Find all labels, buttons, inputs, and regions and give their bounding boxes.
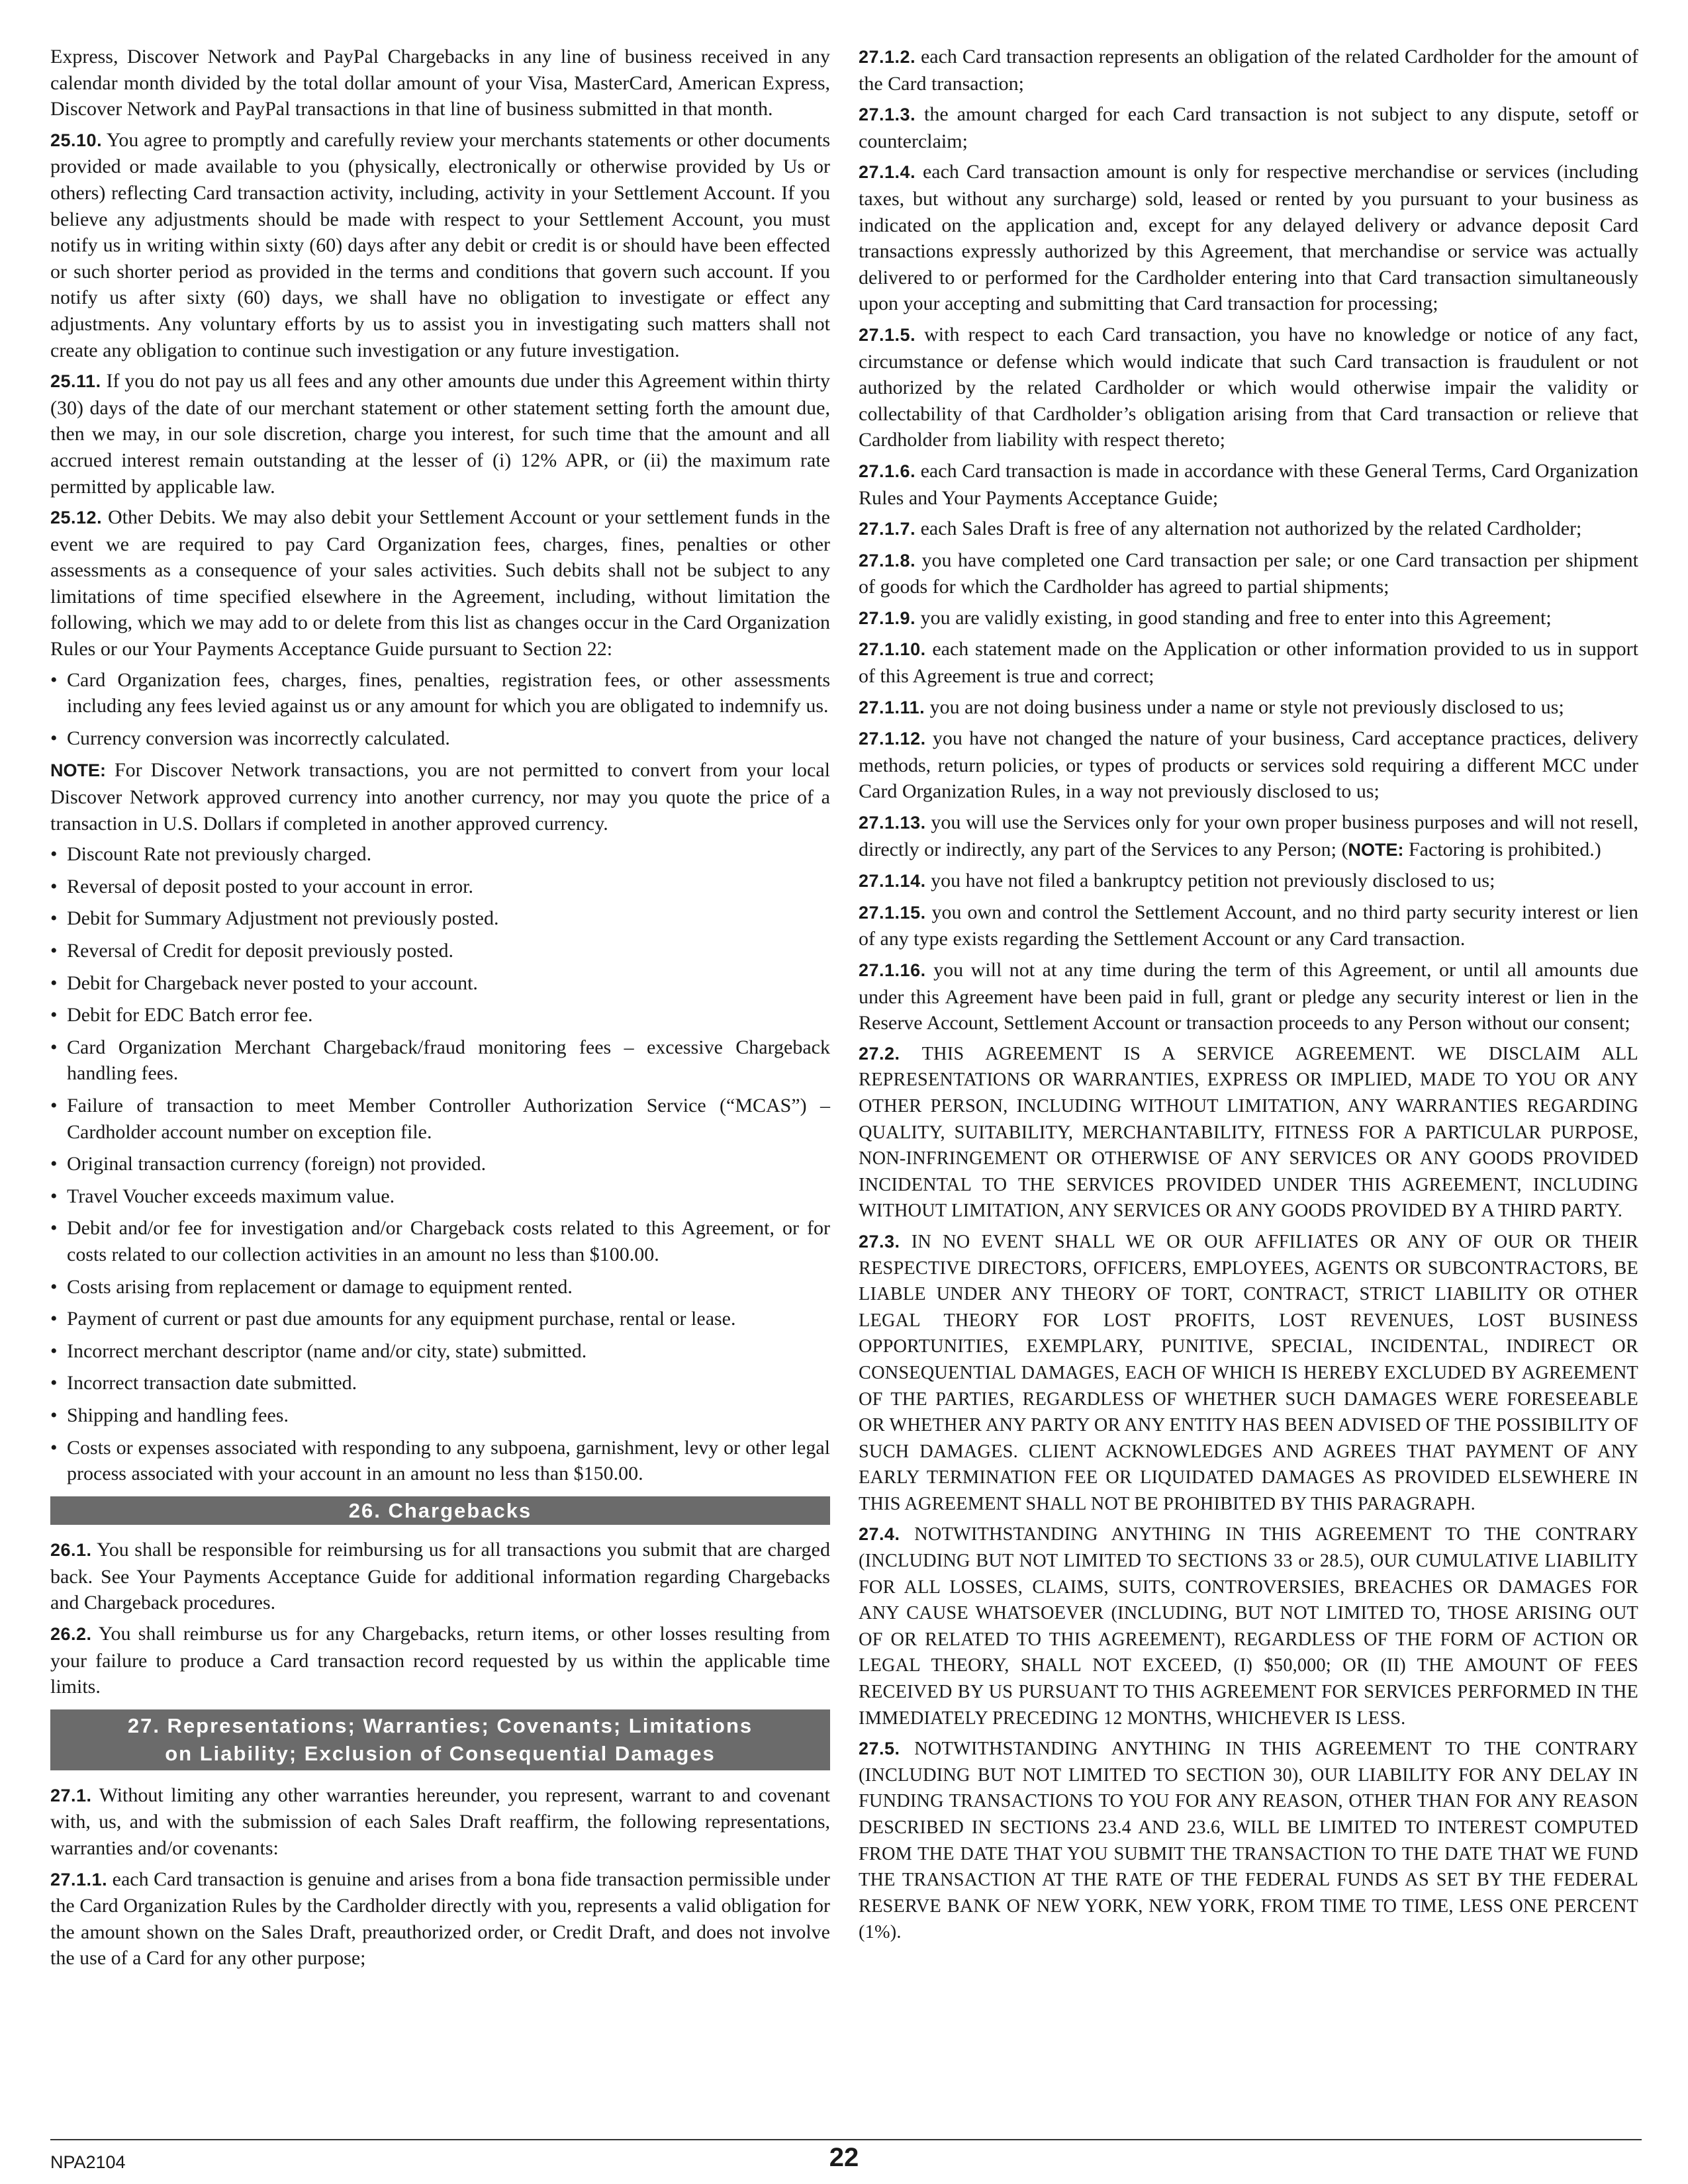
section-27-4 (859, 1522, 1638, 1731)
section-27-1-14 (859, 868, 1638, 895)
section-text: you own and control the Settlement Account, and no third party security interest or lien of any type exists regarding the Settlement Account or any Card transaction. (859, 901, 1638, 950)
section-text: you will use the Services only for your own proper business purposes and will not resell, directly or indirectly, any part of the Services to any Person; ( (859, 811, 1638, 860)
section-heading-26: 26. Chargebacks (50, 1496, 830, 1525)
section-text: the amount charged for each Card transaction is not subject to any dispute, setoff or counterclaim; (859, 103, 1638, 152)
section-text: you are validly existing, in good standing and free to enter into this Agreement; (915, 606, 1552, 629)
section-number: 27.5. (859, 1739, 900, 1759)
section-number: 27.1.14. (859, 871, 926, 891)
page-number: 22 (829, 2143, 859, 2172)
section-number: 25.11. (50, 371, 101, 392)
note-label: NOTE: (50, 760, 106, 781)
heading-line-1: 27. Representations; Warranties; Covenants; Limitations (127, 1713, 753, 1737)
section-text: Without limiting any other warranties hereunder, you represent, warrant to and covenant with, us, and with the submission of each Sales Draft reaffirm, the following representations, warranties and/or covenants: (50, 1784, 830, 1860)
section-text: you will not at any time during the term of this Agreement, or until all amounts due under this Agreement have been paid in full, grant or pledge any security interest or lien in the Reserve Account, Settlement Account or transaction proceeds to any Person without our consent; (859, 959, 1638, 1034)
left-column (50, 44, 830, 1976)
section-27-1-10 (859, 636, 1638, 689)
list-item: • Costs arising from replacement or damage to equipment rented. (50, 1274, 830, 1300)
section-25-11 (50, 368, 830, 500)
section-text: each Card transaction amount is only for respective merchandise or services (including taxes, but without any surcharge) sold, leased or rented by you pursuant to your business as indicated on the application and, except for any delayed delivery or advance deposit Card transactions expressly authorized by this Agreement, that merchandise or service was actually delivered to or performed for the Cardholder entering into that Card transaction simultaneously upon your accepting and submitting that Card transaction for processing; (859, 161, 1638, 315)
section-number: 27.1.13. (859, 813, 926, 833)
section-number: 27.2. (859, 1043, 900, 1064)
list-item: • Travel Voucher exceeds maximum value. (50, 1183, 830, 1210)
section-number: 27.1.2. (859, 47, 916, 67)
section-text: Other Debits. We may also debit your Settlement Account or your settlement funds in the event we are required to pay Card Organization fees, charges, fines, penalties or other assessments as a consequence of your sales activities. Such debits shall not be subject to any limitations of time specified elsewhere in the Agreement, including, without limitation the following, which we may add to or delete from this list as changes occur in the Card Organization Rules or our Your Payments Acceptance Guide pursuant to Section 22: (50, 506, 830, 660)
section-27-1-6 (859, 458, 1638, 511)
section-number: 27.1.10. (859, 639, 926, 660)
section-number: 25.12. (50, 508, 103, 528)
section-27-1-8 (859, 547, 1638, 600)
section-number: 27.3. (859, 1231, 900, 1251)
list-item: • Debit for Summary Adjustment not previously posted. (50, 905, 830, 932)
list-item: • Currency conversion was incorrectly calculated. (50, 725, 830, 752)
section-text: If you do not pay us all fees and any other amounts due under this Agreement within thirty (30) days of the date of our merchant statement or other statement setting forth the amount due, then we may, in our sole discretion, charge you interest, for such time that the amount and all accrued interest remain outstanding at the lesser of (i) 12% APR, or (ii) the maximum rate permitted by applicable law. (50, 370, 830, 498)
section-27-1-3 (859, 101, 1638, 154)
section-number: 27.1.7. (859, 519, 916, 539)
section-27-1-2 (859, 44, 1638, 97)
section-number: 27.1.5. (859, 324, 916, 345)
section-27-1 (50, 1782, 830, 1862)
section-number: 27.1.4. (859, 162, 916, 183)
section-25-12 (50, 504, 830, 662)
note-paragraph (50, 757, 830, 837)
debits-list-b (50, 841, 830, 1486)
list-item: • Incorrect transaction date submitted. (50, 1370, 830, 1396)
section-27-1-5 (859, 322, 1638, 453)
section-27-2 (859, 1041, 1638, 1224)
section-number: 27.1.1. (50, 1869, 108, 1889)
section-text: IN NO EVENT SHALL WE OR OUR AFFILIATES OR ANY OF OUR OR THEIR RESPECTIVE DIRECTORS, OFFICERS, EMPLOYEES, AGENTS OR SUBCONTRACTORS, BE LIABLE UNDER ANY THEORY OF TORT, CONTRACT, STRICT LIABILITY OR OTHER LEGAL THEORY FOR LOST PROFITS, LOST REVENUES, LOST BUSINESS OPPORTUNITIES, EXEMPLARY, PUNITIVE, SPECIAL, INCIDENTAL, INDIRECT OR CONSEQUENTIAL DAMAGES, EACH OF WHICH IS HEREBY EXCLUDED BY AGREEMENT OF THE PARTIES, REGARDLESS OF WHETHER SUCH DAMAGES WERE FORESEEABLE OR WHETHER ANY PARTY OR ANY ENTITY HAS BEEN ADVISED OF THE POSSIBILITY OF SUCH DAMAGES. CLIENT ACKNOWLEDGES AND AGREES THAT PAYMENT OF ANY EARLY TERMINATION FEE OR LIQUIDATED DAMAGES AS PROVIDED ELSEWHERE IN THIS AGREEMENT SHALL NOT BE PROHIBITED BY THIS PARAGRAPH. (859, 1231, 1638, 1514)
section-text: each statement made on the Application or other information provided to us in support of this Agreement is true and correct; (859, 638, 1638, 688)
section-number: 26.1. (50, 1540, 92, 1561)
section-number: 27.4. (859, 1524, 900, 1545)
section-text: You shall be responsible for reimbursing us for all transactions you submit that are charged back. See Your Payments Acceptance Guide for additional information regarding Chargebacks and Chargeback procedures. (50, 1539, 830, 1614)
section-27-1-12 (859, 725, 1638, 805)
section-27-3 (859, 1229, 1638, 1518)
section-number: 25.10. (50, 130, 103, 150)
list-item: • Debit for EDC Batch error fee. (50, 1002, 830, 1028)
list-item: • Debit for Chargeback never posted to your account. (50, 970, 830, 997)
list-item: • Costs or expenses associated with responding to any subpoena, garnishment, levy or other legal process associated with your account in an amount no less than $150.00. (50, 1435, 830, 1487)
note-text: For Discover Network transactions, you are not permitted to convert from your local Discover Network approved currency into another currency, nor may you quote the price of a transaction in U.S. Dollars if completed in another approved currency. (50, 759, 830, 835)
section-text: you have completed one Card transaction per sale; or one Card transaction per shipment of goods for which the Cardholder has agreed to partial shipments; (859, 549, 1638, 598)
section-27-1-9 (859, 605, 1638, 632)
section-number: 27.1.12. (859, 729, 926, 749)
section-text: NOTWITHSTANDING ANYTHING IN THIS AGREEMENT TO THE CONTRARY (INCLUDING BUT NOT LIMITED TO SECTIONS 33 or 28.5), OUR CUMULATIVE LIABILITY FOR ALL LOSSES, CLAIMS, SUITS, CONTROVERSIES, BREACHES OR DAMAGES FOR ANY CAUSE WHATSOEVER (INCLUDING, BUT NOT LIMITED TO, THOSE ARISING OUT OF OR RELATED TO THIS AGREEMENT), REGARDLESS OF THE FORM OF ACTION OR LEGAL THEORY, SHALL NOT EXCEED, (I) $50,000; OR (II) THE AMOUNT OF FEES RECEIVED BY US PURSUANT TO THIS AGREEMENT FOR SERVICES PERFORMED IN THE IMMEDIATELY PRECEDING 12 MONTHS, WHICHEVER IS LESS. (859, 1524, 1638, 1729)
section-27-1-7 (859, 516, 1638, 543)
section-25-10 (50, 127, 830, 363)
section-text: each Card transaction is genuine and arises from a bona fide transaction permissible under the Card Organization Rules by the Cardholder directly with you, represents a valid obligation for the amount shown on the Sales Draft, preauthorized order, or Credit Draft, and does not involve the use of a Card for any other purpose; (50, 1868, 830, 1970)
section-number: 27.1.8. (859, 550, 916, 570)
section-text: you are not doing business under a name or style not previously disclosed to us; (925, 696, 1564, 718)
section-27-5 (859, 1736, 1638, 1946)
section-number: 27.1. (50, 1785, 92, 1805)
section-number: 27.1.15. (859, 902, 926, 923)
list-item: • Failure of transaction to meet Member Controller Authorization Service (“MCAS”) – Cardholder account number on exception file. (50, 1093, 830, 1145)
section-number: 27.1.11. (859, 697, 925, 717)
list-item: • Card Organization fees, charges, fines, penalties, registration fees, or other assessments including any fees levied against us or any amount for which you are obligated to indemnify us. (50, 667, 830, 719)
section-27-1-4 (859, 159, 1638, 317)
section-text: NOTWITHSTANDING ANYTHING IN THIS AGREEMENT TO THE CONTRARY (INCLUDING BUT NOT LIMITED TO SECTION 30), OUR LIABILITY FOR ANY DELAY IN FUNDING TRANSACTIONS TO YOU FOR ANY REASON, OTHER THAN FOR ANY REASON DESCRIBED IN SECTIONS 23.4 AND 23.6, WILL BE LIMITED TO INTEREST COMPUTED FROM THE DATE THAT YOU SUBMIT THE TRANSACTION TO THE DATE THAT WE FUND THE TRANSACTION AT THE RATE OF THE FEDERAL FUNDS AS SET BY THE FEDERAL RESERVE BANK OF NEW YORK, NEW YORK, FROM TIME TO TIME, LESS ONE PERCENT (1%). (859, 1739, 1638, 1943)
section-text-continued: Factoring is prohibited.) (1403, 838, 1601, 860)
section-text: you have not filed a bankruptcy petition not previously disclosed to us; (925, 870, 1495, 892)
debits-list-a (50, 667, 830, 752)
heading-line-2: on Liability; Exclusion of Consequential Damages (165, 1741, 716, 1765)
section-heading-27 (50, 1709, 830, 1770)
list-item: • Incorrect merchant descriptor (name and/or city, state) submitted. (50, 1338, 830, 1365)
section-text: each Card transaction is made in accordance with these General Terms, Card Organization Rules and Your Payments Acceptance Guide; (859, 459, 1638, 509)
section-text: You agree to promptly and carefully review your merchants statements or other documents provided or made available to you (physically, electronically or otherwise provided by Us or others) reflecting Card transaction activity, including, activity in your Settlement Account. If you believe any adjustments should be made with respect to your Settlement Account, you must notify us in writing within sixty (60) days after any debit or credit is or should have been effected or such shorter period as provided in the terms and conditions that govern such account. If you notify us after sixty (60) days, we shall have no obligation to investigate or effect any adjustments. Any voluntary efforts by us to assist you in investigating such matters shall not create any obligation to continue such investigation or any future investigation. (50, 128, 830, 361)
section-text: with respect to each Card transaction, you have no knowledge or notice of any fact, circumstance or defense which would indicate that such Card transaction is fraudulent or not authorized by the related Cardholder or which would otherwise impair the validity or collectability of that Cardholder’s obligation arising from that Card transaction or relieve that Cardholder from liability with respect thereto; (859, 323, 1638, 451)
list-item: • Reversal of deposit posted to your account in error. (50, 874, 830, 900)
section-27-1-1 (50, 1866, 830, 1972)
document-code: NPA2104 (50, 2152, 126, 2172)
list-item: • Reversal of Credit for deposit previously posted. (50, 938, 830, 964)
section-27-1-11 (859, 694, 1638, 721)
footer-divider (50, 2139, 1642, 2140)
section-text: You shall reimburse us for any Chargebacks, return items, or other losses resulting from your failure to produce a Card transaction record requested by us within the applicable time limits. (50, 1623, 830, 1698)
list-item: • Card Organization Merchant Chargeback/fraud monitoring fees – excessive Chargeback handling fees. (50, 1034, 830, 1087)
note-label: NOTE: (1348, 839, 1404, 860)
list-item: • Payment of current or past due amounts for any equipment purchase, rental or lease. (50, 1306, 830, 1332)
section-27-1-16 (859, 957, 1638, 1036)
right-column (859, 44, 1638, 1950)
section-number: 27.1.3. (859, 105, 916, 125)
section-number: 27.1.6. (859, 461, 916, 481)
section-text: THIS AGREEMENT IS A SERVICE AGREEMENT. WE DISCLAIM ALL REPRESENTATIONS OR WARRANTIES, EXPRESS OR IMPLIED, MADE TO YOU OR ANY OTHER PERSON, INCLUDING WITHOUT LIMITATION, ANY WARRANTIES REGARDING QUALITY, SUITABILITY, MERCHANTABILITY, FITNESS FOR A PARTICULAR PURPOSE, NON-INFRINGEMENT OR OTHERWISE OF ANY SERVICES OR ANY GOODS PROVIDED INCIDENTAL TO THE SERVICES PROVIDED UNDER THIS AGREEMENT, INCLUDING WITHOUT LIMITATION, ANY SERVICES OR ANY GOODS PROVIDED BY A THIRD PARTY. (859, 1043, 1638, 1222)
section-number: 26.2. (50, 1624, 92, 1645)
section-text: you have not changed the nature of your business, Card acceptance practices, delivery methods, return policies, or types of products or services sold requiring a different MCC under Card Organization Rules, in a way not previously disclosed to us; (859, 727, 1638, 803)
section-26-1 (50, 1537, 830, 1616)
list-item: • Debit and/or fee for investigation and/or Chargeback costs related to this Agreement, or for costs related to our collection activities in an amount no less than $100.00. (50, 1215, 830, 1267)
paragraph-continuation: Express, Discover Network and PayPal Chargebacks in any line of business received in any calendar month divided by the total dollar amount of your Visa, MasterCard, American Express, Discover Network and PayPal transactions in that line of business submitted in that month. (50, 46, 830, 120)
section-27-1-15 (859, 899, 1638, 952)
list-item: • Shipping and handling fees. (50, 1402, 830, 1429)
section-number: 27.1.16. (859, 960, 926, 980)
section-text: each Card transaction represents an obligation of the related Cardholder for the amount of the Card transaction; (859, 46, 1638, 95)
section-text: each Sales Draft is free of any alternation not authorized by the related Cardholder; (915, 518, 1582, 540)
section-number: 27.1.9. (859, 608, 916, 628)
list-item: • Discount Rate not previously charged. (50, 841, 830, 868)
section-26-2 (50, 1621, 830, 1700)
section-27-1-13 (859, 809, 1638, 863)
list-item: • Original transaction currency (foreign) not provided. (50, 1151, 830, 1177)
